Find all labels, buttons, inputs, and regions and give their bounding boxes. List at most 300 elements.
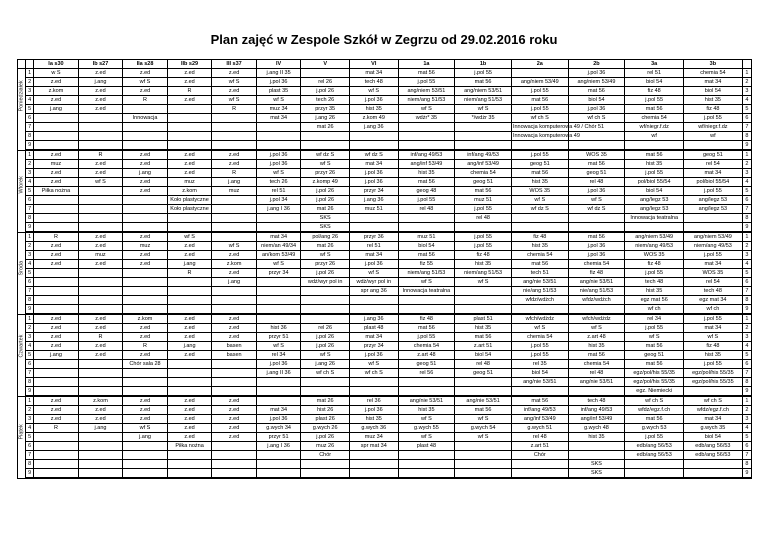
column-header: 3b: [684, 60, 743, 69]
lesson-cell: [123, 296, 168, 305]
lesson-cell: R: [167, 87, 212, 96]
lesson-cell: z.ed: [123, 69, 168, 78]
lesson-cell: j.ang I 36: [256, 205, 301, 214]
lesson-cell: nie/ang 51/53: [511, 287, 568, 296]
lesson-number-right: 7: [742, 451, 751, 460]
lesson-cell: [78, 132, 123, 141]
lesson-cell: mat 34: [256, 114, 301, 123]
lesson-number: 9: [26, 223, 34, 233]
table-row: [18, 232, 752, 242]
lesson-cell: z.kom: [123, 314, 168, 324]
lesson-number: 5: [26, 351, 34, 360]
lesson-number-right: 4: [742, 178, 751, 187]
lesson-cell: tech 48: [568, 396, 625, 406]
lesson-cell: j.pol 26: [301, 196, 350, 205]
lesson-cell: hist 36: [256, 324, 301, 333]
table-row: [18, 424, 752, 433]
lesson-cell: z.art 51: [511, 442, 568, 451]
lesson-cell: hist 26: [301, 406, 350, 415]
lesson-number: 2: [26, 324, 34, 333]
lesson-cell: [455, 469, 512, 479]
lesson-cell: hist 35: [398, 406, 455, 415]
lesson-cell: [455, 460, 512, 469]
lesson-cell: [398, 223, 455, 233]
lesson-number-right: 8: [742, 296, 751, 305]
lesson-cell: mat 56: [398, 178, 455, 187]
lesson-cell: z.ed: [167, 160, 212, 169]
lesson-cell: muz 34: [349, 433, 398, 442]
lesson-cell: niem/ang 51/53: [398, 269, 455, 278]
lesson-cell: biol 54: [684, 87, 743, 96]
lesson-cell: z.ed: [167, 433, 212, 442]
lesson-cell: geog 51: [398, 360, 455, 369]
lesson-cell: egz/pol/his 55/35: [684, 369, 743, 378]
lesson-cell: plast 26: [301, 415, 350, 424]
table-row: [18, 105, 752, 114]
lesson-cell: j.pol 26: [301, 269, 350, 278]
lesson-cell: j.pol 55: [398, 333, 455, 342]
lesson-number: 3: [26, 333, 34, 342]
lesson-cell: j.pol 36: [256, 415, 301, 424]
lesson-cell: niem/ang 49/53: [684, 242, 743, 251]
lesson-cell: hist 35: [568, 342, 625, 351]
lesson-cell: [301, 460, 350, 469]
lesson-cell: [78, 278, 123, 287]
lesson-cell: z.ed: [123, 351, 168, 360]
lesson-cell: z.ed: [212, 150, 257, 160]
lesson-number: 6: [26, 114, 34, 123]
lesson-cell: [511, 223, 568, 233]
lesson-number: 3: [26, 169, 34, 178]
lesson-cell: z.ed: [167, 78, 212, 87]
table-row: [18, 387, 752, 397]
lesson-cell: z.ed: [212, 324, 257, 333]
lesson-cell: [455, 287, 512, 296]
lesson-cell: j.pol 36: [349, 96, 398, 105]
lesson-cell: ang/inf 53/49: [398, 160, 455, 169]
column-header: 1b: [455, 60, 512, 69]
lesson-cell: muz 26: [301, 442, 350, 451]
lesson-number-right: 6: [742, 114, 751, 123]
lesson-cell: z.ed: [78, 232, 123, 242]
lesson-cell: [167, 123, 212, 132]
lesson-cell: [167, 141, 212, 151]
lesson-cell: z.ed: [78, 351, 123, 360]
lesson-cell: g.wych 35: [684, 424, 743, 433]
lesson-number-right: 6: [742, 278, 751, 287]
lesson-cell: j.pol 55: [684, 187, 743, 196]
lesson-cell: wf ch S: [511, 114, 568, 123]
lesson-cell: j.pol 55: [625, 433, 684, 442]
lesson-number: 1: [26, 232, 34, 242]
lesson-cell: mat 26: [301, 396, 350, 406]
lesson-cell: edb/ang 56/53: [684, 442, 743, 451]
lesson-cell: hist 35: [455, 324, 512, 333]
lesson-cell: [167, 132, 212, 141]
lesson-cell: [349, 132, 398, 141]
lesson-cell: biol 54: [398, 242, 455, 251]
lesson-cell: WOS 35: [511, 187, 568, 196]
lesson-cell: z.ed: [34, 178, 79, 187]
lesson-cell: niem/an 49/34: [256, 242, 301, 251]
lesson-cell: z.ed: [212, 406, 257, 415]
lesson-cell: ang/inf 53/49: [455, 160, 512, 169]
lesson-cell: [349, 141, 398, 151]
lesson-cell: [167, 387, 212, 397]
lesson-cell: [511, 460, 568, 469]
lesson-cell: Koło plastyczne: [167, 196, 212, 205]
lesson-number-right: 9: [742, 469, 751, 479]
lesson-cell: ang/niem 53/49: [568, 78, 625, 87]
lesson-cell: ang/nie 53/51: [511, 378, 568, 387]
lesson-cell: R: [212, 105, 257, 114]
table-row: [18, 442, 752, 451]
column-header: Ib s27: [78, 60, 123, 69]
lesson-cell: mat 56: [568, 87, 625, 96]
lesson-cell: [212, 442, 257, 451]
lesson-number: 2: [26, 242, 34, 251]
table-row: [18, 260, 752, 269]
table-row: [18, 114, 752, 123]
lesson-cell: z.ed: [34, 78, 79, 87]
lesson-cell: edb/ang 56/53: [625, 442, 684, 451]
lesson-cell: ang/legz 53: [625, 205, 684, 214]
lesson-cell: [301, 296, 350, 305]
lesson-number-right: 2: [742, 242, 751, 251]
lesson-cell: [625, 460, 684, 469]
lesson-cell: [301, 141, 350, 151]
lesson-cell: rel 51: [625, 69, 684, 78]
lesson-cell: mat 56: [568, 232, 625, 242]
lesson-cell: hist 35: [455, 260, 512, 269]
lesson-cell: mat 56: [398, 69, 455, 78]
lesson-cell: [455, 305, 512, 315]
lesson-cell: z.ed: [123, 396, 168, 406]
lesson-cell: [78, 205, 123, 214]
lesson-number: 5: [26, 105, 34, 114]
lesson-number-right: 8: [742, 378, 751, 387]
lesson-cell: przyr 26: [301, 169, 350, 178]
lesson-cell: [212, 387, 257, 397]
table-row: [18, 451, 752, 460]
column-header: VI: [349, 60, 398, 69]
lesson-cell: j.ang II 35: [256, 69, 301, 78]
lesson-cell: j.pol 36: [568, 242, 625, 251]
lesson-cell: przyr 51: [256, 333, 301, 342]
lesson-cell: [256, 278, 301, 287]
lesson-cell: j.pol 36: [568, 69, 625, 78]
lesson-cell: niem/ang 51/53: [398, 96, 455, 105]
lesson-cell: [625, 469, 684, 479]
lesson-cell: [34, 269, 79, 278]
lesson-cell: [256, 296, 301, 305]
lesson-cell: rel 48: [568, 178, 625, 187]
lesson-cell: [78, 114, 123, 123]
lesson-cell: [256, 460, 301, 469]
lesson-cell: [349, 469, 398, 479]
lesson-number: 9: [26, 141, 34, 151]
lesson-cell: rel 36: [349, 396, 398, 406]
lesson-cell: wf S: [398, 433, 455, 442]
table-row: [18, 160, 752, 169]
lesson-cell: [511, 214, 568, 223]
lesson-cell: wf ch: [625, 305, 684, 315]
lesson-cell: j.pol 55: [625, 324, 684, 333]
column-header: IIa s28: [123, 60, 168, 69]
lesson-cell: [34, 287, 79, 296]
lesson-cell: z.ed: [212, 314, 257, 324]
lesson-cell: wf ch S: [684, 396, 743, 406]
lesson-number-right: 1: [742, 314, 751, 324]
lesson-cell: ang/legz 53: [684, 205, 743, 214]
lesson-cell: z.ed: [78, 105, 123, 114]
lesson-cell: hist 35: [625, 287, 684, 296]
lesson-cell: chemia 54: [684, 69, 743, 78]
lesson-cell: [256, 141, 301, 151]
lesson-cell: fiz 48: [625, 260, 684, 269]
lesson-cell: pol/biol 55/54: [684, 178, 743, 187]
lesson-cell: an/kom 53/49: [256, 251, 301, 260]
table-row: [18, 378, 752, 387]
lesson-cell: ang/nie 53/51: [568, 278, 625, 287]
lesson-cell: [34, 378, 79, 387]
lesson-cell: [511, 69, 568, 78]
lesson-cell: tech 48: [625, 278, 684, 287]
lesson-cell: [256, 451, 301, 460]
lesson-cell: j.ang: [78, 78, 123, 87]
lesson-cell: mat 56: [568, 351, 625, 360]
lesson-cell: ang/niem 53/49: [684, 232, 743, 242]
lesson-cell: [78, 360, 123, 369]
lesson-cell: j.pol 55: [398, 78, 455, 87]
lesson-cell: egz/pol/his 55/35: [625, 369, 684, 378]
table-row: [18, 305, 752, 315]
lesson-cell: wf S: [511, 324, 568, 333]
lesson-cell: biol 54: [625, 78, 684, 87]
lesson-cell: [34, 223, 79, 233]
lesson-cell: [78, 196, 123, 205]
lesson-cell: [34, 278, 79, 287]
lesson-cell: j.ang I 36: [256, 442, 301, 451]
lesson-cell: [123, 369, 168, 378]
lesson-cell: j.pol 55: [625, 269, 684, 278]
lesson-cell: z.kom: [78, 396, 123, 406]
lesson-cell: z.ed: [212, 333, 257, 342]
lesson-cell: fiz 55: [398, 260, 455, 269]
lesson-number: 8: [26, 132, 34, 141]
lesson-cell: muz: [34, 160, 79, 169]
table-row: [18, 223, 752, 233]
lesson-cell: [212, 214, 257, 223]
lesson-cell: ang/niem 53/49: [625, 232, 684, 242]
lesson-cell: tech 48: [684, 287, 743, 296]
lesson-cell: [212, 287, 257, 296]
lesson-cell: [78, 223, 123, 233]
lesson-number: 5: [26, 187, 34, 196]
page-title: Plan zajęć w Zespole Szkół w Zegrzu od 29.02.2016 roku: [210, 32, 558, 47]
lesson-cell: ang/niem 53/49: [511, 78, 568, 87]
lesson-cell: [78, 460, 123, 469]
lesson-cell: z.ed: [34, 333, 79, 342]
lesson-cell: rel 34: [256, 351, 301, 360]
lesson-cell: R: [123, 96, 168, 105]
lesson-cell: [256, 314, 301, 324]
lesson-number-right: 5: [742, 269, 751, 278]
table-row: [18, 460, 752, 469]
lesson-cell: z.art 51: [455, 342, 512, 351]
lesson-cell: z.ed: [123, 160, 168, 169]
day-name: Wtorek: [18, 176, 25, 194]
lesson-cell: [123, 442, 168, 451]
lesson-cell: wf S: [455, 433, 512, 442]
lesson-cell: mat 34: [684, 169, 743, 178]
lesson-cell: ang/niem 53/51: [398, 87, 455, 96]
table-row: [18, 178, 752, 187]
lesson-cell: wf S: [398, 105, 455, 114]
lesson-cell: mat 56: [398, 251, 455, 260]
lesson-cell: j.pol 55: [511, 351, 568, 360]
lesson-cell: chemia 54: [568, 260, 625, 269]
lesson-cell: [167, 451, 212, 460]
lesson-cell: ang/inf 53/49: [511, 415, 568, 424]
lesson-cell: [123, 278, 168, 287]
lesson-cell: [398, 469, 455, 479]
corner-cell: [26, 60, 34, 69]
lesson-number-right: 3: [742, 415, 751, 424]
lesson-number-right: 8: [742, 132, 751, 141]
lesson-cell: [212, 205, 257, 214]
lesson-cell: j.pol 55: [511, 150, 568, 160]
lesson-cell: wf S: [511, 196, 568, 205]
lesson-cell: [256, 132, 301, 141]
lesson-cell: [167, 214, 212, 223]
lesson-cell: j.pol 26: [301, 87, 350, 96]
lesson-cell: z.ed: [167, 424, 212, 433]
lesson-cell: [625, 223, 684, 233]
lesson-cell: [34, 460, 79, 469]
lesson-cell: j.pol 36: [256, 360, 301, 369]
lesson-cell: j.pol 26: [301, 333, 350, 342]
lesson-cell: [123, 214, 168, 223]
lesson-number: 4: [26, 342, 34, 351]
lesson-cell: plast 35: [256, 87, 301, 96]
lesson-cell: j.ang: [34, 105, 79, 114]
lesson-cell: z.ed: [167, 96, 212, 105]
lesson-cell: j.pol 55: [625, 169, 684, 178]
lesson-cell: z.ed: [34, 415, 79, 424]
lesson-cell: wf S: [78, 178, 123, 187]
lesson-cell: Piłka nożna: [34, 187, 79, 196]
lesson-cell: mat 34: [349, 160, 398, 169]
lesson-cell: [167, 296, 212, 305]
lesson-cell: hist 35: [349, 415, 398, 424]
lesson-cell: j.pol 55: [625, 96, 684, 105]
lesson-cell: [34, 305, 79, 315]
lesson-cell: R: [212, 169, 257, 178]
lesson-cell: fiz 48: [511, 232, 568, 242]
lesson-cell: WOS 35: [684, 269, 743, 278]
lesson-cell: [34, 442, 79, 451]
lesson-cell: plast 51: [455, 314, 512, 324]
lesson-cell: z.ed: [167, 314, 212, 324]
table-row: [18, 214, 752, 223]
lesson-cell: tech 51: [511, 269, 568, 278]
table-row: [18, 78, 752, 87]
lesson-cell: Innowacja komputerowa 49: [512, 133, 580, 139]
lesson-cell: mat 34: [684, 415, 743, 424]
lesson-cell: [123, 269, 168, 278]
lesson-cell: chemia 54: [511, 251, 568, 260]
lesson-cell: z.ed: [212, 415, 257, 424]
lesson-cell: [212, 360, 257, 369]
lesson-cell: ang/nie 53/51: [568, 378, 625, 387]
lesson-cell: rel 34: [625, 314, 684, 324]
column-header: III s37: [212, 60, 257, 69]
lesson-cell: wf S: [167, 232, 212, 242]
lesson-cell: [123, 451, 168, 460]
lesson-cell: j.pol 55: [684, 314, 743, 324]
lesson-cell: z.ed: [123, 87, 168, 96]
lesson-cell: [78, 469, 123, 479]
lesson-cell: z.ed: [78, 342, 123, 351]
column-header: 3a: [625, 60, 684, 69]
lesson-cell: [568, 223, 625, 233]
lesson-cell: [511, 469, 568, 479]
lesson-cell: j.pol 55: [684, 114, 743, 123]
lesson-cell: fiz 48: [625, 87, 684, 96]
lesson-cell: j.ang: [212, 178, 257, 187]
lesson-cell: g.wych 34: [256, 424, 301, 433]
lesson-cell: wdż/wyr pol in: [301, 278, 350, 287]
lesson-cell: [78, 214, 123, 223]
lesson-cell: SKS: [568, 469, 625, 479]
lesson-cell: j.ang II 36: [256, 369, 301, 378]
table-row: [18, 132, 752, 141]
lesson-cell: basen: [212, 351, 257, 360]
lesson-cell: inf/ang 49/53: [398, 150, 455, 160]
lesson-cell: mat 56: [625, 150, 684, 160]
lesson-cell: z.ed: [212, 269, 257, 278]
lesson-cell: mat 56: [625, 342, 684, 351]
lesson-cell: [212, 305, 257, 315]
lesson-cell: [34, 132, 79, 141]
lesson-cell: mat 56: [455, 78, 512, 87]
table-row: [18, 196, 752, 205]
lesson-cell: [684, 460, 743, 469]
lesson-cell: WOS 35: [625, 251, 684, 260]
lesson-cell: rel 48: [398, 205, 455, 214]
lesson-cell: biol 54: [511, 369, 568, 378]
lesson-number: 2: [26, 160, 34, 169]
day-label: [18, 396, 26, 478]
day-name: Piątek: [18, 424, 25, 440]
lesson-cell: ang/nie 53/51: [398, 396, 455, 406]
lesson-cell: [398, 123, 455, 132]
lesson-cell: spr mat 34: [349, 442, 398, 451]
table-row: [18, 324, 752, 333]
lesson-cell: j.pol 55: [511, 105, 568, 114]
lesson-cell: geog 51: [625, 351, 684, 360]
lesson-cell: j.pol 36: [568, 187, 625, 196]
lesson-cell: j.pol 55: [455, 232, 512, 242]
lesson-cell: [349, 460, 398, 469]
lesson-number-right: 4: [742, 424, 751, 433]
lesson-cell: egz. Niemiecki: [625, 387, 684, 397]
lesson-number: 1: [26, 314, 34, 324]
lesson-cell: j.pol 36: [349, 351, 398, 360]
lesson-cell: przyr 34: [256, 269, 301, 278]
lesson-cell: [568, 387, 625, 397]
